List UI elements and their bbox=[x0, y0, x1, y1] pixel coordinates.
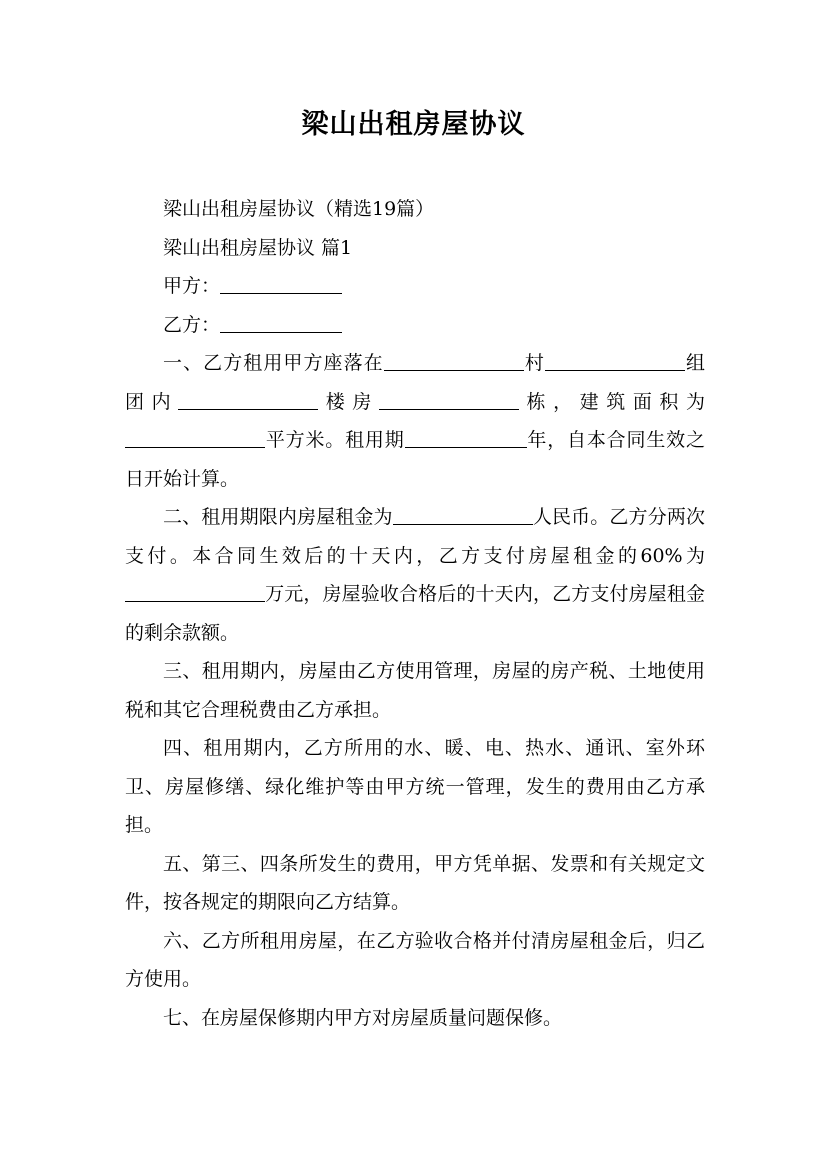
party-b-line bbox=[125, 306, 705, 345]
clause-1-text-3: 组团内 bbox=[125, 352, 705, 413]
clause-1-text-7: 年，自本合同生效之日开始计算。 bbox=[125, 429, 705, 490]
rent-blank bbox=[393, 505, 533, 525]
party-b-label: 乙方： bbox=[163, 313, 221, 336]
document-title: 梁山出租房屋协议 bbox=[301, 109, 526, 140]
clause-1-text-4: 楼房 bbox=[318, 390, 379, 413]
party-a-line bbox=[125, 267, 705, 306]
clause-3: 三、租用期内，房屋由乙方使用管理，房屋的房产税、土地使用税和其它合理税费由乙方承担。 bbox=[125, 660, 705, 721]
document-body bbox=[125, 190, 705, 1037]
clause-6: 六、乙方所租用房屋，在乙方验收合格并付清房屋租金后，归乙方使用。 bbox=[125, 929, 705, 990]
village-blank bbox=[545, 351, 685, 371]
building-blank bbox=[379, 390, 519, 410]
first-payment-blank bbox=[125, 582, 265, 602]
clause-5: 五、第三、四条所发生的费用，甲方凭单据、发票和有关规定文件，按各规定的期限向乙方结算。 bbox=[125, 852, 705, 913]
location-blank bbox=[384, 351, 524, 371]
party-b-blank bbox=[220, 313, 342, 333]
clause-4: 四、租用期内，乙方所用的水、暖、电、热水、通讯、室外环卫、房屋修缮、绿化维护等由甲方统一管理，发生的费用由乙方承担。 bbox=[125, 737, 705, 836]
clause-7: 七、在房屋保修期内甲方对房屋质量问题保修。 bbox=[163, 1006, 563, 1029]
clause-1-text-1: 一、乙方租用甲方座落在 bbox=[163, 352, 384, 374]
section-heading: 梁山出租房屋协议 篇1 bbox=[163, 236, 353, 259]
clause-1-text-5: 栋，建筑面积为 bbox=[518, 390, 705, 413]
area-blank bbox=[125, 428, 265, 448]
group-blank bbox=[178, 390, 318, 410]
clause-1-text-6: 平方米。租用期 bbox=[265, 429, 405, 451]
term-blank bbox=[405, 428, 527, 448]
clause-2-text-3: 万元，房屋验收合格后的十天内，乙方支付房屋租金的剩余款额。 bbox=[125, 583, 705, 644]
party-a-label: 甲方： bbox=[163, 275, 221, 297]
party-a-blank bbox=[220, 274, 342, 294]
clause-2-text-1: 二、租用期限内房屋租金为 bbox=[163, 506, 393, 528]
clause-2 bbox=[125, 498, 705, 652]
document-subtitle: 梁山出租房屋协议（精选19篇） bbox=[163, 198, 435, 220]
clause-2-text-2: 人民币。乙方分两次支付。本合同生效后的十天内，乙方支付房屋租金的60%为 bbox=[125, 506, 705, 567]
clause-1-text-2: 村 bbox=[523, 352, 545, 374]
clause-1 bbox=[125, 344, 705, 498]
